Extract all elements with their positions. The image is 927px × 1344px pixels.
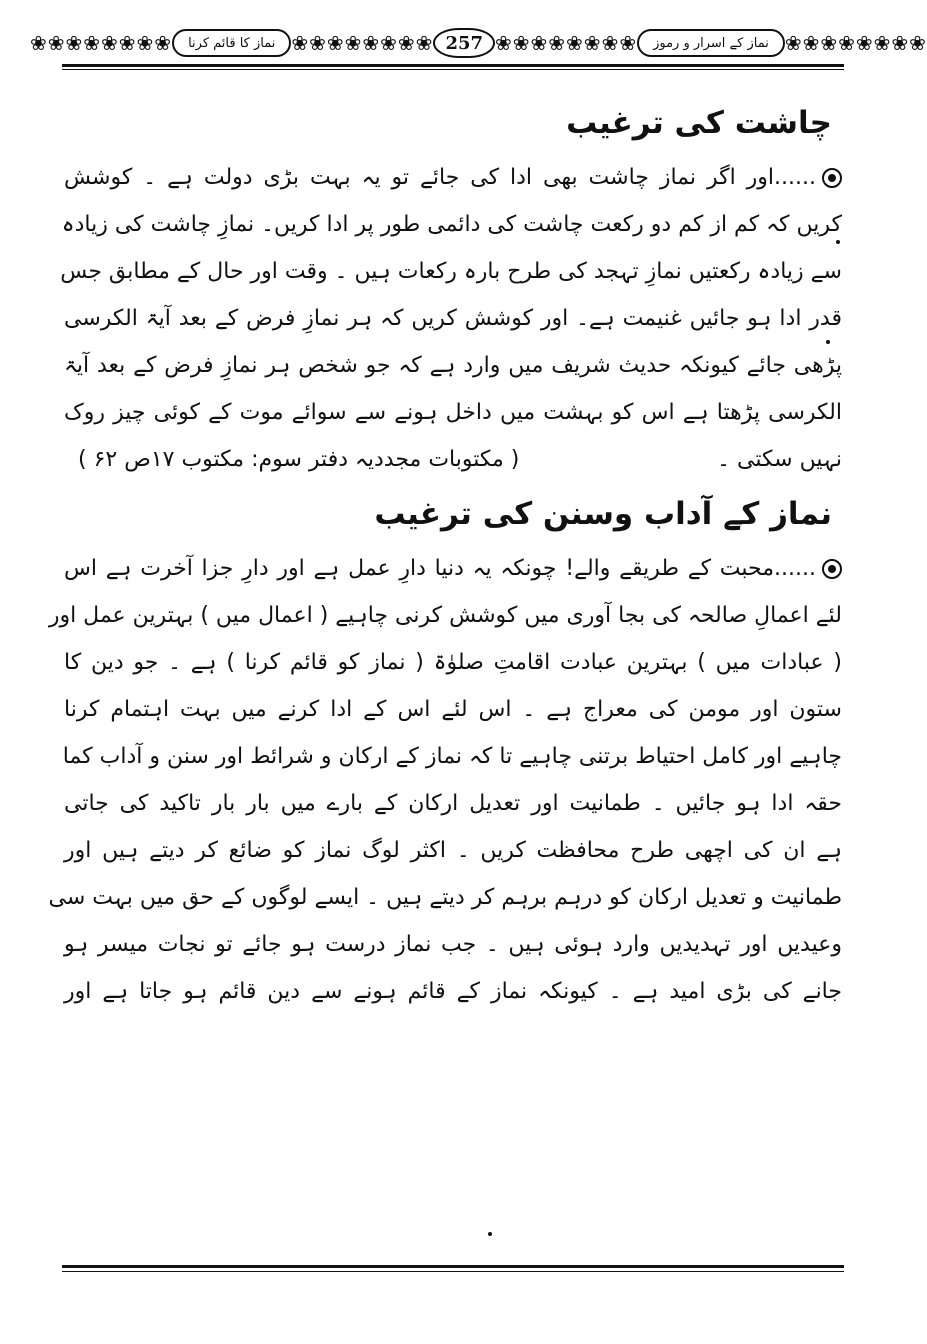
footer-rule (62, 1265, 844, 1268)
text-line: ہے ان کی اچھی طرح محافظت کریں ۔ اکثر لوگ نماز کو ضائع کر دیتے ہیں اور (64, 838, 842, 863)
section-heading-adab: نماز کے آداب وسنن کی ترغیب (374, 496, 832, 532)
text-line: وعیدیں اور تہدیدیں وارد ہوئی ہیں ۔ جب نماز درست ہو جائے تو نجات میسر ہو (64, 932, 842, 957)
book-title-badge: نماز کے اسرار و رموز (637, 29, 785, 57)
text-line: قدر ادا ہو جائیں غنیمت ہے۔ اور کوشش کریں کہ ہر نمازِ فرض کے بعد آیۃ الکرسی (64, 306, 842, 331)
text-line: کریں کہ کم از کم دو رکعت چاشت کی دائمی طور پر ادا کریں۔ نمازِ چاشت کی زیادہ (61, 212, 842, 237)
header-rule-thin (62, 69, 844, 70)
page-number: 257 (433, 28, 495, 58)
header-rule (62, 64, 844, 67)
text-line: ......محبت کے طریقے والے! چونکہ یہ دنیا دارِ عمل ہے اور دارِ جزا آخرت ہے اس (64, 545, 842, 592)
ornament-right: ❀❀❀❀❀❀❀❀ (784, 31, 927, 55)
closing-text: نہیں سکتی ۔ (717, 447, 842, 472)
text-line: پڑھی جائے کیونکہ حدیث شریف میں وارد ہے کہ جو شخص ہر نمازِ فرض کے بعد آیۃ (64, 353, 842, 378)
page-body (48, 92, 842, 1015)
text-line: ستون اور مومن کی معراج ہے ۔ اس لئے اس کے ادا کرنے میں بہت اہتمام کرنا (64, 697, 842, 722)
text-line: طمانیت و تعدیل ارکان کو درہم برہم کر دیتے ہیں ۔ ایسے لوگوں کے حق میں بہت سی (48, 885, 842, 910)
footer-rule-thin (62, 1271, 844, 1272)
page-header (30, 26, 927, 60)
closing-line (64, 436, 842, 483)
text-line: الکرسی پڑھتا ہے اس کو بہشت میں داخل ہونے سے سوائے موت کے کوئی چیز روک (64, 400, 842, 425)
ornament-center-right: ❀❀❀❀❀❀❀❀ (495, 31, 638, 55)
print-speck (836, 240, 840, 244)
paragraph-adab (48, 545, 842, 1015)
paragraph-chasht (60, 154, 842, 483)
print-speck (488, 1232, 492, 1236)
bullet-circle-icon (822, 168, 842, 188)
text-line: چاہیے اور کامل احتیاط برتنی چاہیے تا کہ نماز کے ارکان و شرائط اور سنن و آداب کما (62, 744, 842, 769)
text-line: ( عبادات میں ) بہترین عبادت اقامتِ صلوٰۃ ( نماز کو قائم کرنا ) ہے ۔ جو دین کا (64, 650, 842, 675)
print-speck (826, 340, 830, 344)
text-line: لئے اعمالِ صالحہ کی بجا آوری میں کوشش کرنی چاہیے ( اعمال میں ) بہترین عمل اور (48, 603, 842, 628)
citation-reference: ( مکتوبات مجددیہ دفتر سوم: مکتوب ۱۷ص ۶۲ ) (78, 447, 520, 472)
bullet-circle-icon (822, 559, 842, 579)
text-line: سے زیادہ رکعتیں نمازِ تہجد کی طرح بارہ رکعات ہیں ۔ وقت اور حال کے مطابق جس (60, 259, 842, 284)
text-line: حقہ ادا ہو جائیں ۔ طمانیت اور تعدیل ارکان کے بارے میں بار بار تاکید کی جاتی (64, 791, 842, 816)
section-title-badge: نماز کا قائم کرنا (172, 29, 291, 57)
text-line: ......اور اگر نماز چاشت بھی ادا کی جائے تو یہ بہت بڑی دولت ہے ۔ کوشش (64, 154, 842, 201)
text-line: جانے کی بڑی امید ہے ۔ کیونکہ نماز کے قائم ہونے سے دین قائم ہو جاتا ہے اور (64, 979, 842, 1004)
ornament-left: ❀❀❀❀❀❀❀❀ (30, 31, 173, 55)
section-heading-chasht: چاشت کی ترغیب (566, 105, 832, 141)
ornament-center-left: ❀❀❀❀❀❀❀❀ (291, 31, 434, 55)
